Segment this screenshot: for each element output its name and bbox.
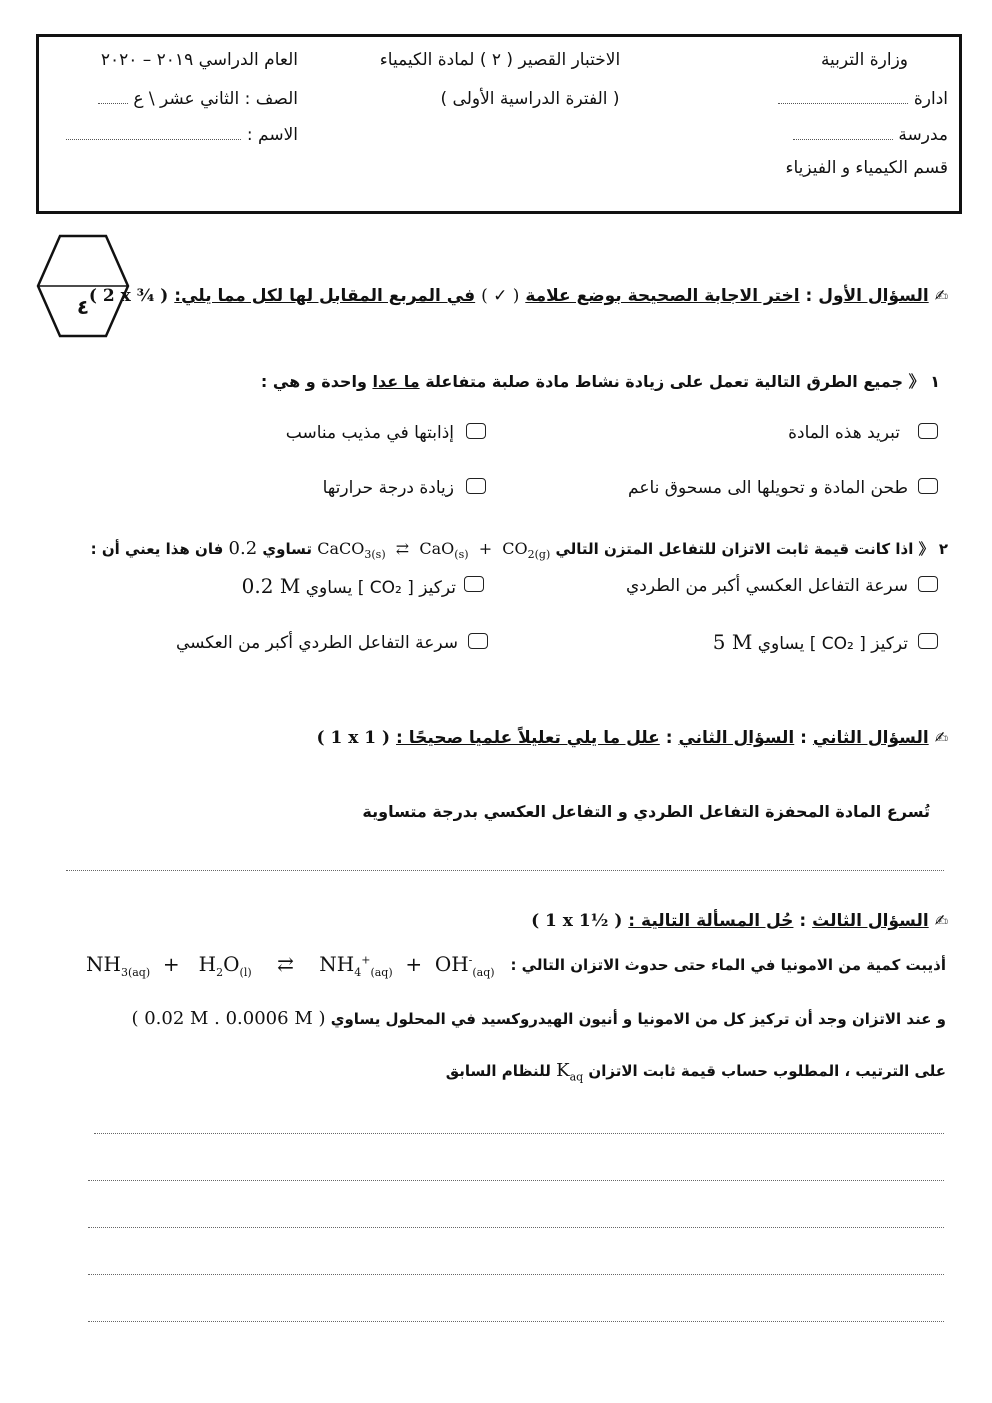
q1-item2-option1: سرعة التفاعل العكسي أكبر من الطردي: [625, 576, 908, 596]
q3-answer-line-4[interactable]: [88, 1274, 944, 1275]
pencil-icon: ✍: [934, 286, 948, 305]
q1-item2-equals: تساوي: [262, 540, 313, 558]
school-dots: [793, 138, 893, 140]
q2-instruction: علل ما يلي تعليلاً علميا صحيحًا :: [396, 728, 660, 748]
q1-item2-option3-value: 5 M: [712, 630, 753, 654]
exam-period: ( الفترة الدراسية الأولى ): [440, 89, 620, 109]
department-label: قسم الكيمياء و الفيزياء: [785, 158, 948, 178]
q1-check-mark: ( ✓ ): [481, 286, 520, 306]
q3-title: السؤال الثالث: [812, 911, 929, 931]
name-label: الاسم :: [246, 125, 298, 145]
q3-marks: ( 1 x 1½ ): [531, 911, 623, 931]
q3-line2: [131, 1008, 946, 1029]
pencil-icon: ✍: [934, 911, 948, 930]
school-field: [793, 125, 948, 145]
q1-item2-option2-checkbox[interactable]: [464, 576, 484, 592]
administration-label: ادارة: [913, 89, 948, 109]
q1-item1-option1: تبريد هذه المادة: [788, 423, 900, 443]
q3-answer-line-3[interactable]: [88, 1227, 944, 1228]
q1-colon: :: [805, 286, 813, 306]
q3-answer-line-2[interactable]: [88, 1180, 944, 1181]
grade-label: الصف : الثاني عشر \ ع: [133, 89, 298, 109]
q1-heading: [89, 286, 948, 306]
q1-item1-option3-checkbox[interactable]: [918, 478, 938, 494]
q3-answer-line-5[interactable]: [88, 1321, 944, 1322]
q1-item2-equation: CaCO$_{3(s)}$ ⇄ $CaO_{(s)} + CO_{2(g)}$: [317, 539, 551, 562]
administration-field: [778, 89, 948, 109]
q1-item1-number: ١: [930, 372, 940, 391]
q2-subtitle: السؤال الثاني: [678, 728, 795, 748]
q1-item1-option1-checkbox[interactable]: [918, 423, 938, 439]
q1-item2-text: اذا كانت قيمة ثابت الاتزان للتفاعل المتزن التالي: [555, 540, 914, 558]
q2-heading: [317, 728, 948, 748]
grade-dots: [98, 102, 128, 104]
q1-item2-option3: [713, 630, 908, 654]
q1-title: السؤال الأول: [818, 286, 929, 306]
q2-title: السؤال الثاني: [812, 728, 929, 748]
q2-statement: تُسرع المادة المحفزة التفاعل الطردي و التفاعل العكسي بدرجة متساوية: [362, 802, 930, 821]
q1-item1-option4-checkbox[interactable]: [466, 478, 486, 494]
q3-line1: أذيبت كمية من الامونيا في الماء حتى حدوث الاتزان التالي :: [510, 956, 946, 974]
name-field: [66, 125, 298, 145]
q1-item2-option3-checkbox[interactable]: [918, 633, 938, 649]
pencil-icon: ✍: [934, 728, 948, 747]
chevron-icon: 《: [908, 372, 925, 391]
ministry-label: وزارة التربية: [820, 50, 908, 70]
q1-item1-option2: إذابتها في مذيب مناسب: [285, 423, 454, 443]
q1-item1-stem: [261, 369, 940, 392]
q2-colon-2: :: [665, 728, 673, 748]
q3-line2-text: و عند الاتزان وجد أن تركيز كل من الامونيا و أنيون الهيدروكسيد في المحلول يساوي: [330, 1010, 946, 1028]
score-value: ٤: [76, 295, 90, 319]
school-label: مدرسة: [898, 125, 948, 145]
q3-colon: :: [799, 911, 807, 931]
q3-line3-post: للنظام السابق: [445, 1062, 551, 1080]
q1-item2-option4: سرعة التفاعل الطردي أكبر من العكسي: [175, 633, 458, 653]
chevron-icon: 《: [918, 540, 934, 558]
q1-item2-stem: [91, 538, 948, 561]
q3-instruction: حُل المسألة التالية :: [628, 911, 794, 931]
q2-answer-line[interactable]: [66, 870, 944, 871]
administration-dots: [778, 102, 908, 104]
q1-instruction-tail: في المربع المقابل لها لكل مما يلي:: [174, 286, 476, 306]
q1-marks: ( 2 x ¾ ): [88, 286, 169, 306]
q3-line3-symbol: $K_{aq}$: [556, 1060, 584, 1084]
q3-line2-values: ( 0.02 M . 0.0006 M ): [131, 1008, 326, 1029]
q1-item2-option1-checkbox[interactable]: [918, 576, 938, 592]
q1-item2-option2-text: تركيز [ CO₂ ] يساوي: [305, 578, 456, 598]
q1-item1-except: ما عدا: [372, 372, 420, 391]
q1-item1-option2-checkbox[interactable]: [466, 423, 486, 439]
q1-item2-option3-text: تركيز [ CO₂ ] يساوي: [757, 634, 908, 654]
q3-line3: [446, 1060, 946, 1084]
q1-item2-number: ٢: [938, 540, 948, 558]
q3-heading: [531, 911, 948, 931]
exam-title: الاختبار القصير ( ٢ ) لمادة الكيمياء: [379, 50, 621, 70]
q1-item2-option2: [242, 574, 456, 598]
grade-field: [98, 89, 298, 109]
name-dots: [66, 138, 241, 140]
q1-item1-text: جميع الطرق التالية تعمل على زيادة نشاط مادة صلبة متفاعلة: [425, 372, 904, 391]
q1-item2-option2-value: 0.2 M: [241, 574, 301, 598]
q2-marks: ( 1 x 1 ): [316, 728, 391, 748]
q3-equation: $NH_{3(aq)} + H_2O_{(l)}$ ⇄ $NH_4^+_{(aq)} + OH^-_{(aq)}$: [86, 952, 495, 979]
academic-year: العام الدراسي ٢٠١٩ – ٢٠٢٠: [100, 50, 298, 70]
q2-colon: :: [800, 728, 807, 748]
q3-line3-pre: على الترتيب ، المطلوب حساب قيمة ثابت الاتزان: [588, 1062, 946, 1080]
q1-item2-option4-checkbox[interactable]: [468, 633, 488, 649]
q1-item1-option4: زيادة درجة حرارتها: [322, 478, 454, 498]
q1-item2-tail: فان هذا يعني أن :: [90, 540, 224, 558]
q1-item2-value: 0.2: [228, 538, 258, 559]
q1-instruction: اختر الاجابة الصحيحة بوضع علامة: [525, 286, 800, 306]
q1-item1-option3: طحن المادة و تحويلها الى مسحوق ناعم: [628, 478, 908, 498]
q3-answer-line-1[interactable]: [94, 1133, 944, 1134]
q1-item1-tail: واحدة و هي :: [260, 372, 367, 391]
